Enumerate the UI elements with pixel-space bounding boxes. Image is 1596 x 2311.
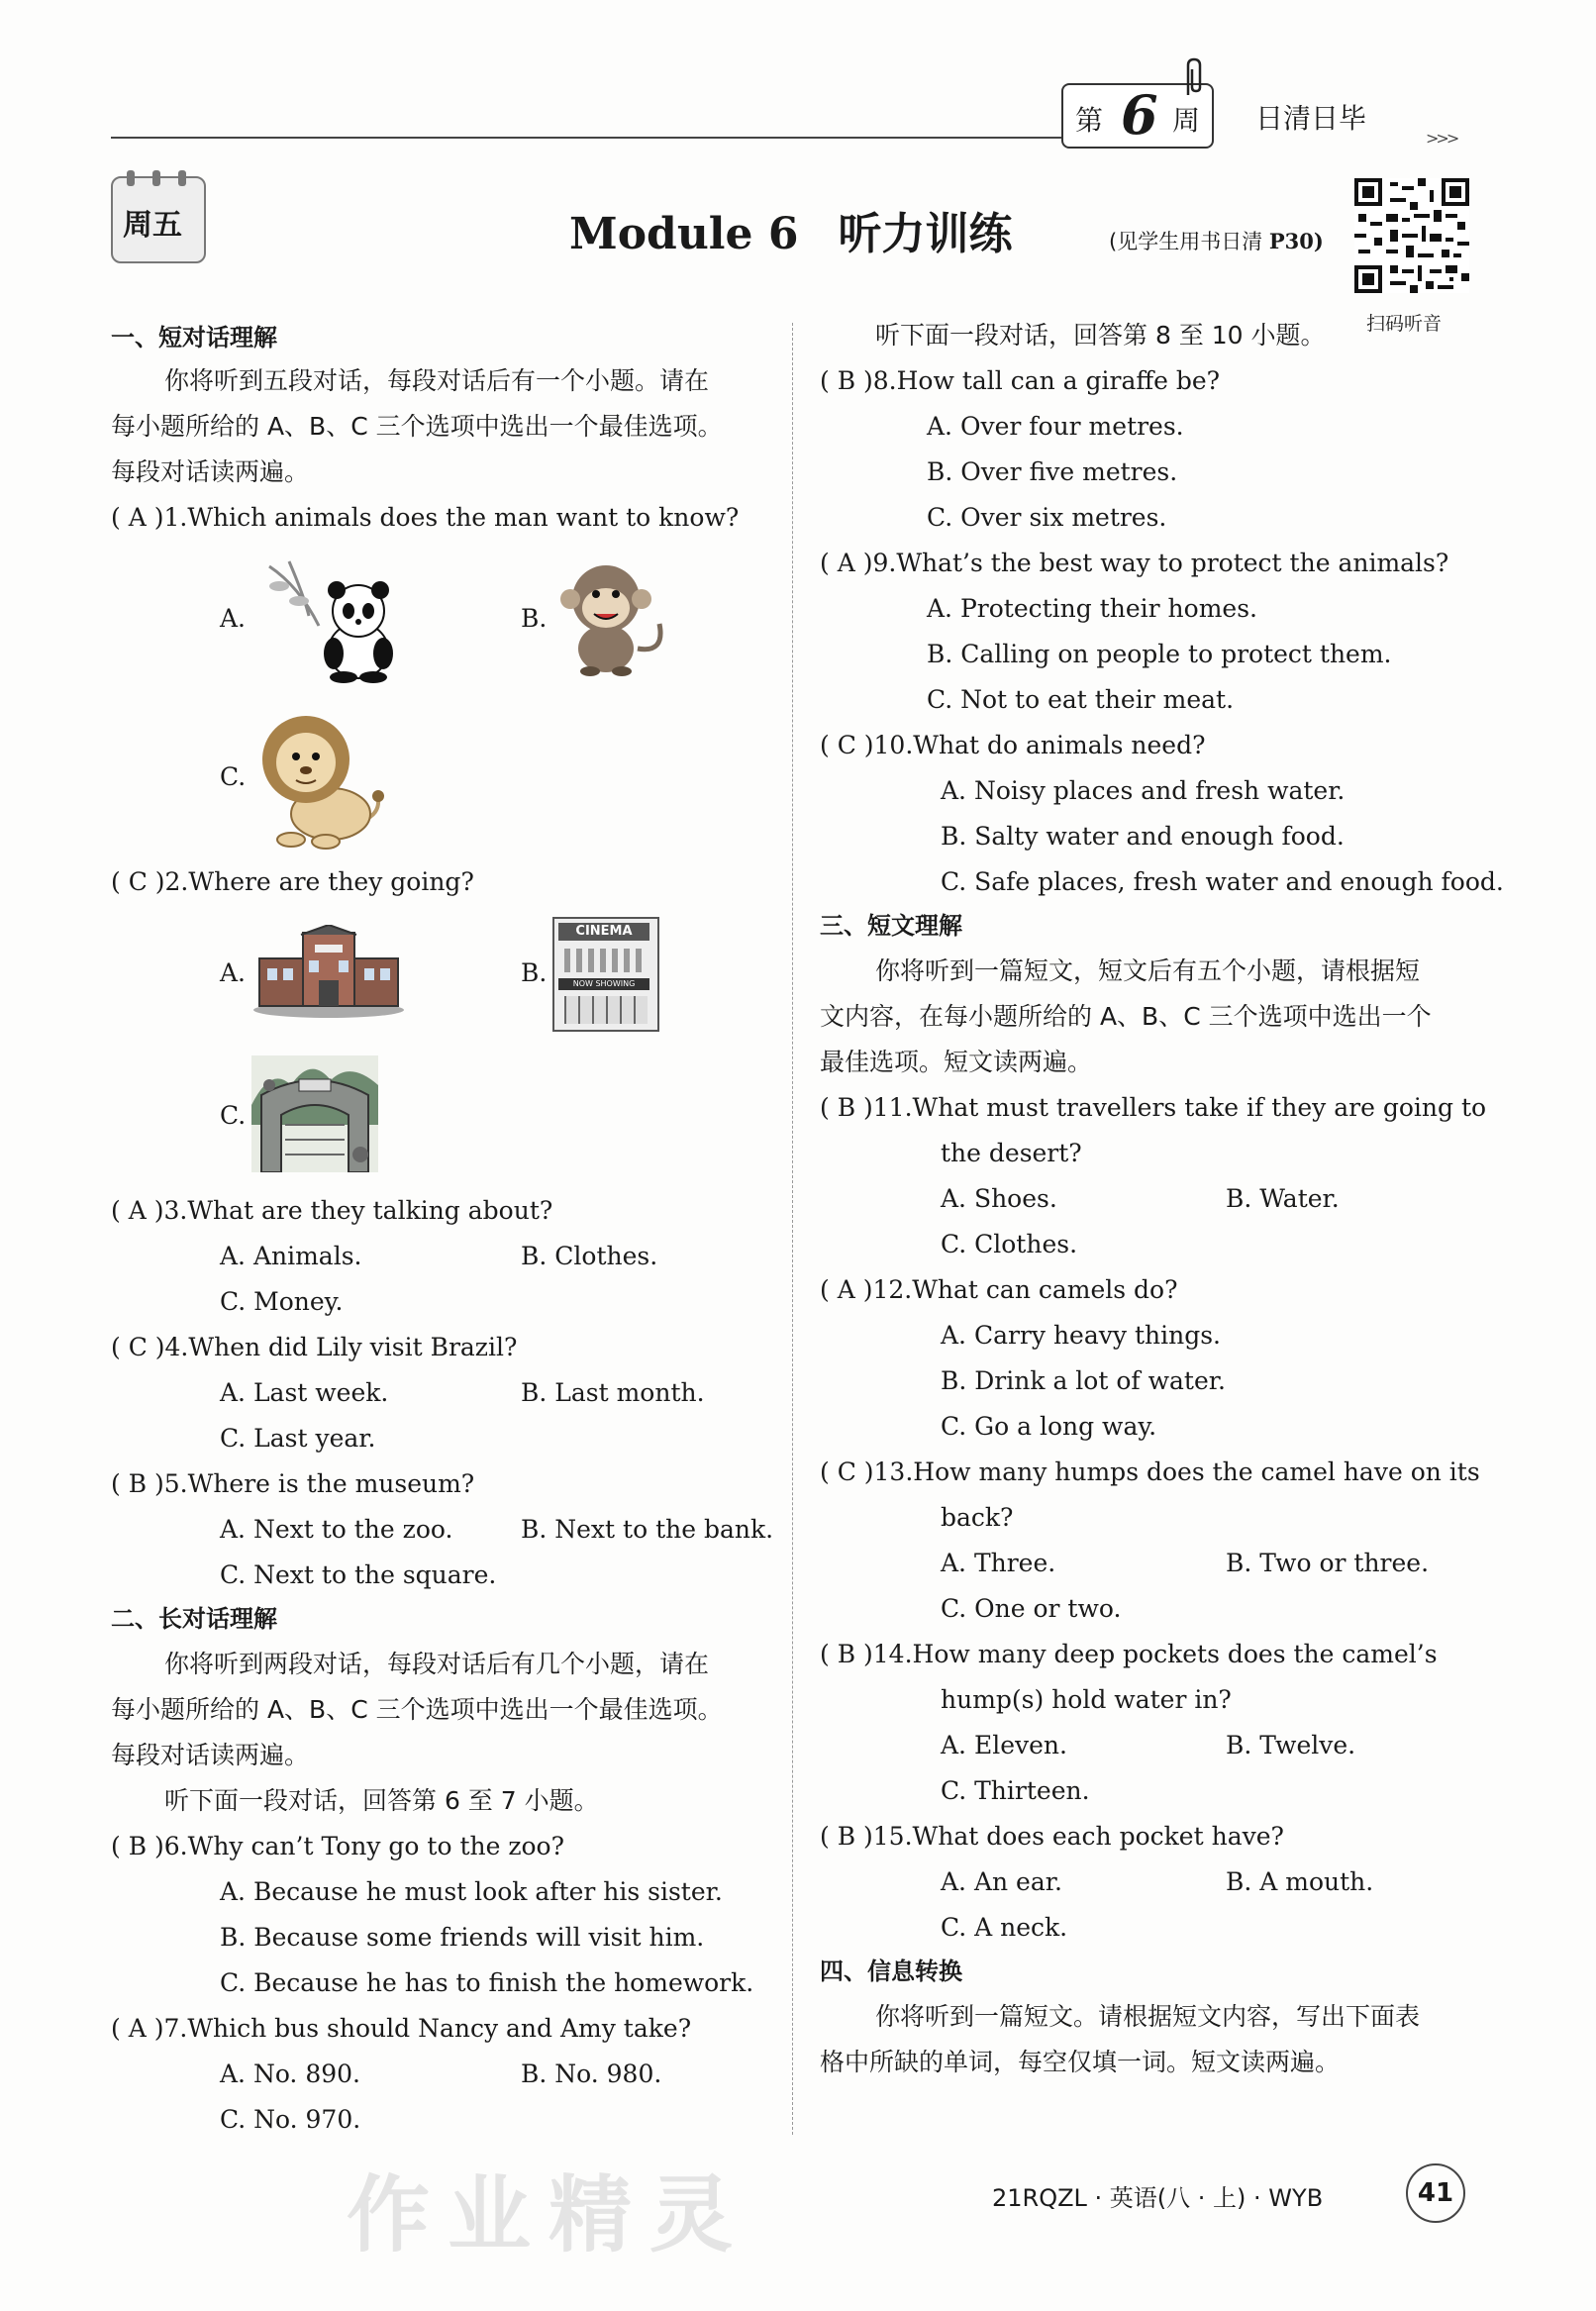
option-a: A. Three. [941, 1549, 1056, 1577]
question-15: ( B )15.What does each pocket have? [820, 1822, 1284, 1851]
option-c: C. Next to the square. [220, 1560, 497, 1589]
option-label: B. [521, 604, 548, 633]
option-c: C. Because he has to finish the homework. [220, 1968, 754, 1997]
watermark: 作业精灵 [347, 2166, 751, 2263]
option-label: A. [220, 604, 247, 633]
option-label: B. [521, 958, 548, 987]
question-14: ( B )14.How many deep pockets does the camel’s [820, 1640, 1438, 1668]
question-14-continued: hump(s) hold water in? [941, 1685, 1232, 1714]
question-10: ( C )10.What do animals need? [820, 731, 1206, 759]
question-3: ( A )3.What are they talking about? [111, 1196, 553, 1225]
option-b: B. Next to the bank. [521, 1515, 774, 1544]
instruction-line: 每段对话读两遍。 [111, 1741, 310, 1769]
option-b: B. Calling on people to protect them. [927, 640, 1392, 668]
option-b: B. Twelve. [1226, 1731, 1356, 1759]
section-heading: 二、长对话理解 [111, 1605, 277, 1633]
option-b: B. Over five metres. [927, 457, 1178, 486]
question-1: ( A )1.Which animals does the man want to know? [111, 503, 740, 532]
instruction-line: 每段对话读两遍。 [111, 457, 310, 486]
lion-icon [251, 705, 390, 850]
option-a: A. Over four metres. [927, 412, 1184, 441]
daily-title: 日清日毕 [1255, 102, 1367, 135]
header-rule [111, 137, 1061, 139]
book-code: 21RQZL · 英语(八 · 上) · WYB [992, 2184, 1324, 2212]
question-6: ( B )6.Why can’t Tony go to the zoo? [111, 1832, 565, 1860]
week-prefix: 第 [1075, 104, 1104, 137]
option-c: C. A neck. [941, 1913, 1068, 1942]
option-label: A. [220, 958, 247, 987]
option-c: C. Last year. [220, 1424, 376, 1453]
option-a: A. Because he must look after his sister. [220, 1877, 723, 1906]
option-a: A. Animals. [220, 1242, 362, 1270]
question-13: ( C )13.How many humps does the camel have on its [820, 1457, 1480, 1486]
question-11-continued: the desert? [941, 1139, 1082, 1167]
module-title: Module 6 [569, 209, 799, 259]
option-b: B. A mouth. [1226, 1867, 1374, 1896]
week-suffix: 周 [1172, 104, 1201, 137]
option-b: B. Drink a lot of water. [941, 1366, 1226, 1395]
option-label: C. [220, 1101, 247, 1130]
cinema-sign: CINEMA [558, 923, 649, 941]
instruction-line: 你将听到两段对话，每段对话后有几个小题，请在 [164, 1650, 710, 1678]
option-c: C. Safe places, fresh water and enough food. [941, 867, 1504, 896]
page-number: 41 [1406, 2163, 1465, 2223]
monkey-icon [549, 554, 667, 678]
section-heading: 三、短文理解 [820, 912, 962, 940]
option-c: C. Money. [220, 1287, 344, 1316]
question-11: ( B )11.What must travellers take if they are going to [820, 1093, 1487, 1122]
section-title: 听力训练 [838, 209, 1013, 259]
column-divider [792, 323, 793, 2135]
option-a: A. Eleven. [941, 1731, 1067, 1759]
option-c: C. Go a long way. [941, 1412, 1157, 1441]
question-2: ( C )2.Where are they going? [111, 867, 474, 896]
option-a: A. Protecting their homes. [927, 594, 1257, 623]
week-number: 6 [1121, 83, 1158, 147]
cinema-building-icon [552, 917, 659, 1032]
instruction-line: 你将听到一篇短文，短文后有五个小题，请根据短 [875, 956, 1421, 985]
option-b: B. No. 980. [521, 2060, 662, 2088]
option-c: C. Over six metres. [927, 503, 1167, 532]
paperclip-icon [1178, 57, 1208, 97]
ring-icon [127, 170, 135, 186]
instruction-line: 你将听到一篇短文。请根据短文内容，写出下面表 [875, 2002, 1421, 2031]
option-a: A. Noisy places and fresh water. [941, 776, 1346, 805]
option-b: B. Last month. [521, 1378, 705, 1407]
sub-instruction: 听下面一段对话，回答第 6 至 7 小题。 [164, 1786, 599, 1815]
option-a: A. Carry heavy things. [941, 1321, 1221, 1350]
now-showing-sign: NOW SHOWING [558, 978, 649, 990]
ring-icon [178, 170, 186, 186]
qr-code-icon[interactable] [1354, 178, 1469, 293]
reference-note: (见学生用书日清 P30) [1109, 229, 1324, 253]
question-7: ( A )7.Which bus should Nancy and Amy take? [111, 2014, 692, 2043]
arrows-icon: >>> [1426, 129, 1457, 148]
instruction-line: 最佳选项。短文读两遍。 [820, 1048, 1093, 1076]
scan-label: 扫码听音 [1366, 313, 1443, 335]
option-a: A. Last week. [220, 1378, 389, 1407]
facade-stripes [564, 949, 648, 972]
section-heading: 一、短对话理解 [111, 324, 277, 352]
option-b: B. Salty water and enough food. [941, 822, 1345, 851]
question-12: ( A )12.What can camels do? [820, 1275, 1178, 1304]
question-4: ( C )4.When did Lily visit Brazil? [111, 1333, 518, 1361]
instruction-line: 格中所缺的单词，每空仅填一词。短文读两遍。 [820, 2048, 1341, 2076]
option-b: B. Two or three. [1226, 1549, 1430, 1577]
option-c: C. Clothes. [941, 1230, 1078, 1258]
option-c: C. Not to eat their meat. [927, 685, 1235, 714]
day-badge [111, 176, 206, 263]
option-c: C. One or two. [941, 1594, 1122, 1623]
question-9: ( A )9.What’s the best way to protect the animals? [820, 549, 1449, 577]
option-a: A. Next to the zoo. [220, 1515, 453, 1544]
school-building-icon [251, 925, 406, 1020]
cinema-doors [564, 996, 648, 1024]
option-a: A. Shoes. [941, 1184, 1057, 1213]
day-label: 周五 [123, 208, 182, 243]
option-b: B. Because some friends will visit him. [220, 1923, 705, 1952]
option-a: A. An ear. [941, 1867, 1062, 1896]
option-b: B. Water. [1226, 1184, 1340, 1213]
instruction-line: 每小题所给的 A、B、C 三个选项中选出一个最佳选项。 [111, 1695, 723, 1724]
question-13-continued: back? [941, 1503, 1014, 1532]
section-heading: 四、信息转换 [820, 1958, 962, 1985]
option-a: A. No. 890. [220, 2060, 360, 2088]
sub-instruction: 听下面一段对话，回答第 8 至 10 小题。 [875, 321, 1326, 350]
question-8: ( B )8.How tall can a giraffe be? [820, 366, 1221, 395]
instruction-line: 文内容，在每小题所给的 A、B、C 三个选项中选出一个 [820, 1002, 1432, 1031]
question-5: ( B )5.Where is the museum? [111, 1469, 475, 1498]
zoo-gate-icon [251, 1055, 378, 1172]
option-label: C. [220, 762, 247, 791]
instruction-line: 你将听到五段对话，每段对话后有一个小题。请在 [164, 366, 710, 395]
option-b: B. Clothes. [521, 1242, 658, 1270]
page-title [569, 198, 1012, 261]
option-c: C. Thirteen. [941, 1776, 1090, 1805]
ring-icon [152, 170, 160, 186]
option-c: C. No. 970. [220, 2105, 361, 2134]
instruction-line: 每小题所给的 A、B、C 三个选项中选出一个最佳选项。 [111, 412, 723, 441]
panda-icon [259, 556, 412, 683]
